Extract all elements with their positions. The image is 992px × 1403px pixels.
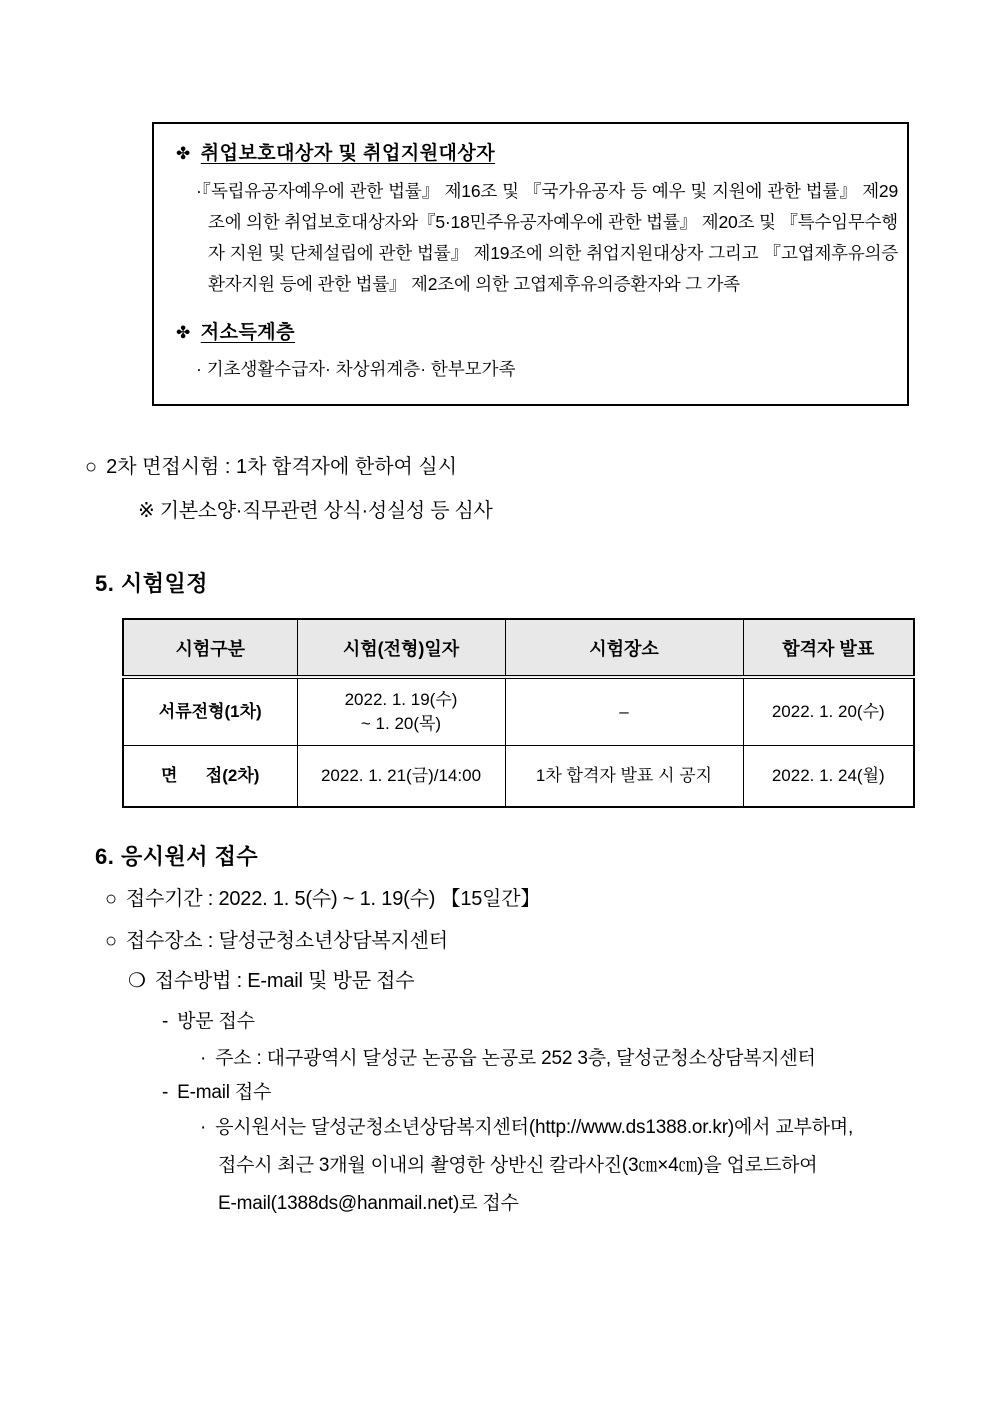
dash-bullet-icon: - [162, 1082, 169, 1103]
circle-bullet-icon: ○ [85, 456, 98, 478]
second-round-interview-line [85, 450, 457, 479]
application-method-line [128, 964, 414, 993]
email-submission-text: E-mail 접수 [177, 1082, 272, 1103]
dot-bullet-icon: · [200, 1048, 207, 1069]
header-exam-date: 시험(전형)일자 [297, 619, 505, 677]
dot-bullet-icon: · [200, 1117, 207, 1138]
row2-result: 2022. 1. 24(월) [743, 745, 914, 807]
interview-criteria-note: ※ 기본소양·직무관련 상식·성실성 등 심사 [138, 500, 493, 522]
table-header-row [123, 619, 914, 677]
application-method-text: 접수방법 : E-mail 및 방문 접수 [154, 970, 415, 992]
header-exam-place: 시험장소 [505, 619, 743, 677]
row1-date-line2: ~ 1. 20(목) [360, 713, 442, 733]
table-row [123, 677, 914, 745]
low-income-section-title [176, 317, 885, 344]
email-address-info-line: E-mail(1388ds@hanmail.net)로 접수 [218, 1193, 519, 1214]
application-period-text: 접수기간 : 2022. 1. 5(수) ~ 1. 19(수) 【15일간】 [125, 888, 541, 910]
header-result-announcement: 합격자 발표 [743, 619, 914, 677]
bold-circle-bullet-icon: ❍ [128, 970, 146, 992]
row1-date-line1: 2022. 1. 19(수) [344, 689, 458, 709]
clover-bullet-icon: ✤ [176, 323, 191, 342]
row1-category: 서류전형(1차) [123, 677, 297, 745]
row2-category: 면 접(2차) [123, 745, 297, 807]
header-exam-category: 시험구분 [123, 619, 297, 677]
application-form-info-text: 응시원서는 달성군청소년상담복지센터(http://www.ds1388.or.kr)에서 교부하며, [215, 1117, 854, 1138]
dash-bullet-icon: - [162, 1011, 169, 1032]
section5-heading: 5. 시험일정 [95, 571, 208, 596]
row1-place: – [505, 677, 743, 745]
eligibility-title-text: 취업보호대상자 및 취업지원대상자 [200, 143, 496, 164]
email-submission-line [162, 1077, 271, 1104]
visit-address-line [200, 1043, 816, 1070]
row1-result: 2022. 1. 20(수) [743, 677, 914, 745]
clover-bullet-icon: ✤ [176, 144, 191, 163]
circle-bullet-icon: ○ [105, 888, 117, 910]
eligibility-notice-box [152, 122, 909, 406]
application-place-text: 접수장소 : 달성군청소년상담복지센터 [125, 930, 448, 952]
section6-heading: 6. 응시원서 접수 [95, 844, 259, 869]
row1-date [297, 677, 505, 745]
visit-address-text: 주소 : 대구광역시 달성군 논공읍 논공로 252 3층, 달성군청소상담복지센터 [215, 1048, 816, 1069]
visit-submission-line [162, 1006, 255, 1033]
application-period-line [105, 882, 540, 911]
application-form-info-line [200, 1112, 853, 1139]
eligibility-section-title [176, 138, 885, 165]
application-place-line [105, 924, 448, 953]
eligibility-body-text: ·『독립유공자예우에 관한 법률』 제16조 및 『국가유공자 등 예우 및 지원에 관한 법률』 제29조에 의한 취업보호대상자와『5·18민주유공자예우에 관한 법률』 제20조 및 『특수임무수행자 지원 및 단체설립에 관한 법률』 제19조에 의한 취업지원대상자 그리고 『고엽제후유의증 환자지원 등에 관한 법률』 제2조에 의한 고엽제후유의증환자와 그 가족 [196, 181, 898, 294]
row2-date: 2022. 1. 21(금)/14:00 [297, 745, 505, 807]
low-income-title-text: 저소득계층 [200, 322, 296, 343]
second-round-interview-text: 2차 면접시험 : 1차 합격자에 한하여 실시 [106, 456, 458, 478]
row2-place: 1차 합격자 발표 시 공지 [505, 745, 743, 807]
visit-submission-text: 방문 접수 [177, 1011, 255, 1032]
low-income-body-text: · 기초생활수급자· 차상위계층· 한부모가족 [196, 359, 516, 379]
table-header [123, 619, 914, 677]
exam-schedule-table [122, 618, 915, 808]
table-row [123, 745, 914, 807]
photo-upload-info-line: 접수시 최근 3개월 이내의 촬영한 상반신 칼라사진(3㎝×4㎝)을 업로드하여 [218, 1155, 818, 1176]
circle-bullet-icon: ○ [105, 930, 117, 952]
